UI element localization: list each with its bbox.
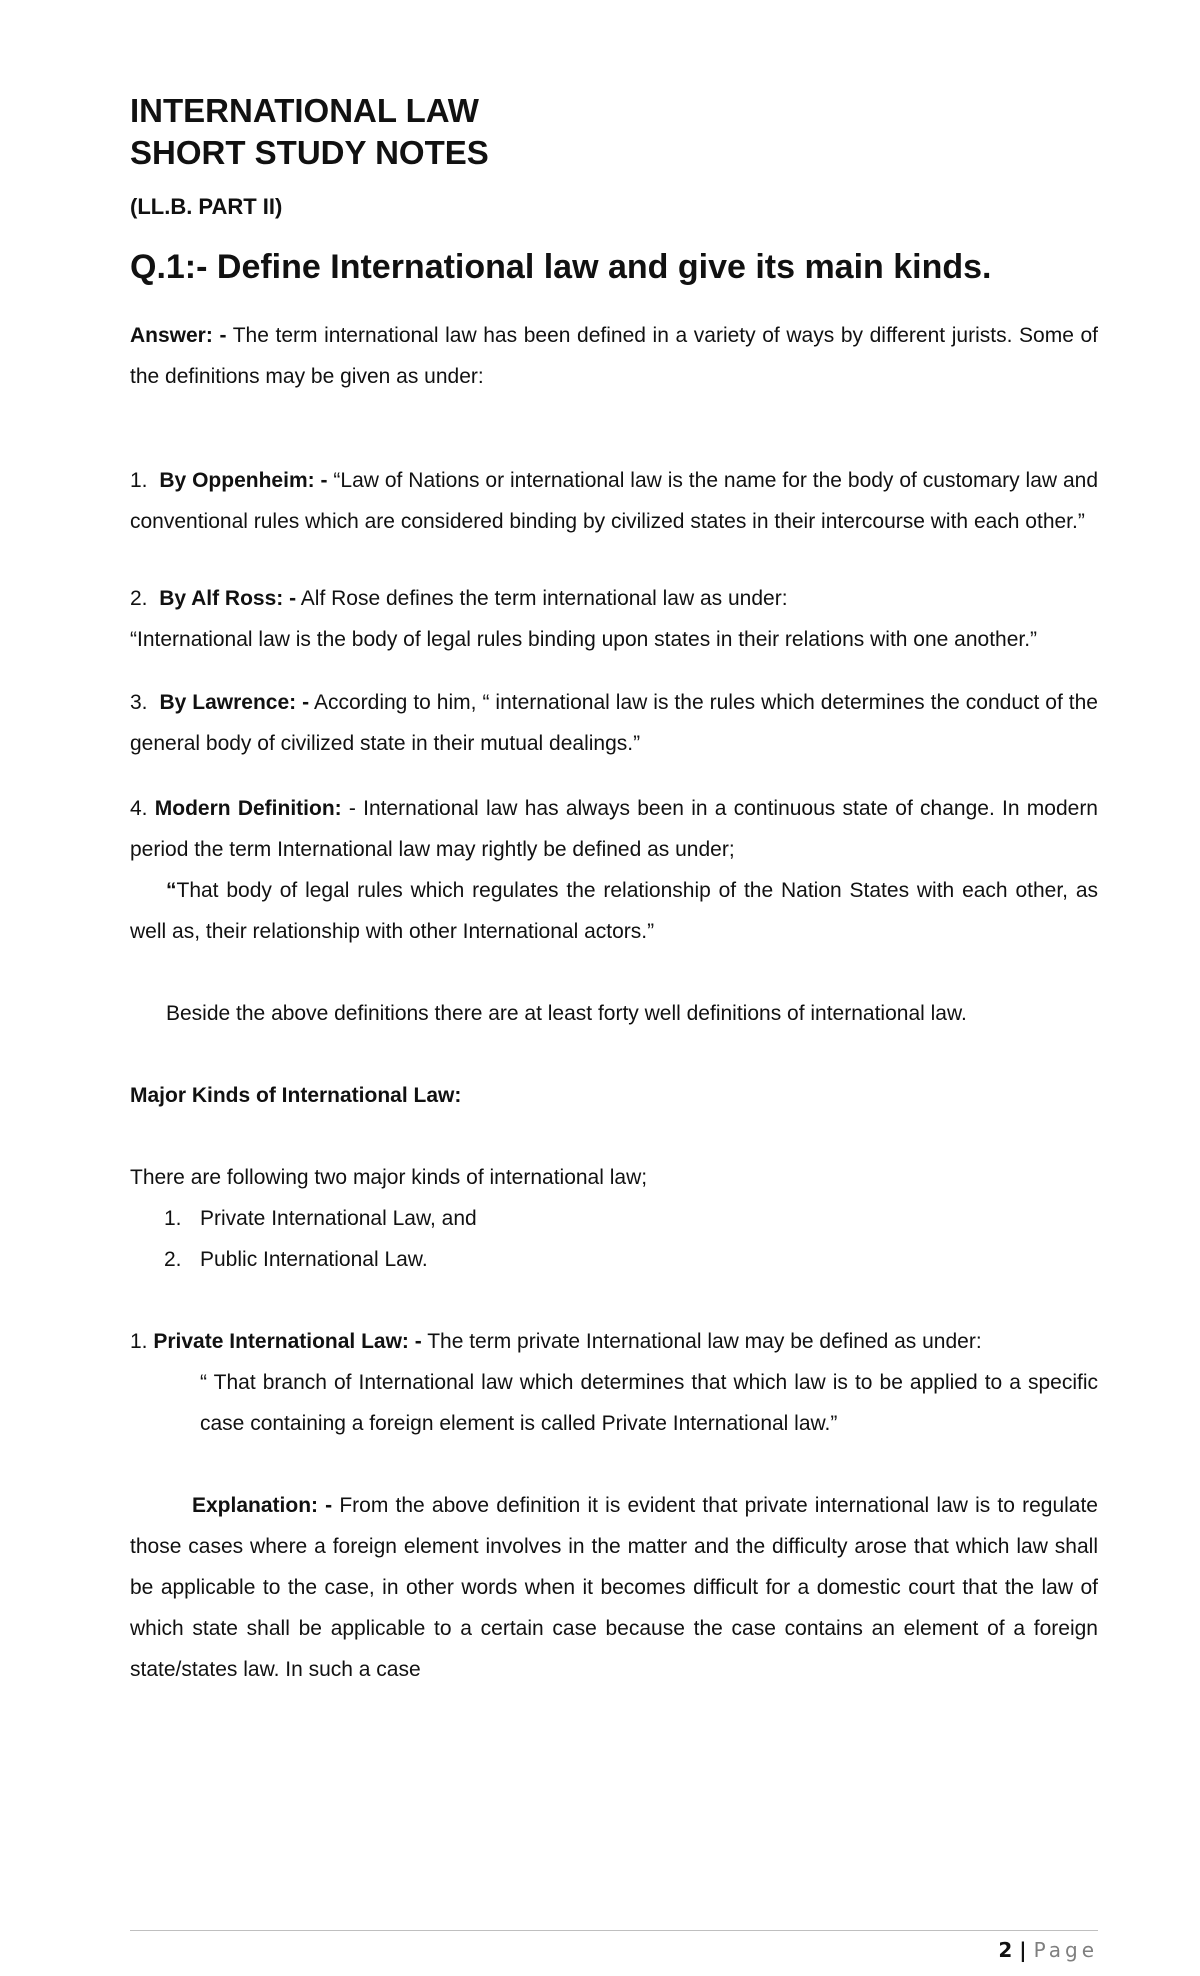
definition-1-label: By Oppenheim: - [159,469,328,492]
kinds-intro: There are following two major kinds of international law; [130,1166,648,1189]
list-item-num: 1. [164,1207,182,1230]
explanation-text: From the above definition it is evident that private international law is to regulate those cases where a foreign element involves in the matter and the difficulty arose that which law shall be applicable to the case, in other words when it becomes difficult for a domestic court that the law of which state shall be applicable to a certain case because the case contains an element of a foreign state/states law. In such a case [130,1494,1098,1681]
kinds-list [130,1198,1098,1280]
page-number: 2 [998,1938,1013,1962]
definition-4-quote-text: That body of legal rules which regulates the relationship of the Nation States with each other, as well as, their relationship with other International actors.” [130,879,1098,943]
definition-4-label: Modern Definition: [154,797,342,820]
question-heading: Q.1:- Define International law and give its main kinds. [130,248,992,286]
document-subtitle: (LL.B. PART II) [130,194,283,219]
definition-3-num: 3. [130,691,148,714]
page-label: Page [1033,1938,1098,1962]
private-law-num: 1. [130,1330,148,1353]
private-law-paragraph [130,1321,1098,1362]
list-item-label: Public International Law. [200,1248,428,1271]
answer-paragraph [130,315,1098,397]
definition-2-text: Alf Rose defines the term international law as under: [296,587,788,610]
definition-4-quote [130,870,1098,952]
definition-2-quote: “International law is the body of legal rules binding upon states in their relations with one another.” [130,628,1038,651]
document-title [130,90,1098,174]
definition-4-quote-mark: “ [166,879,177,902]
document-page [130,90,1098,1690]
explanation-paragraph [130,1485,1098,1690]
private-law-label: Private International Law: - [153,1330,422,1353]
definition-2 [130,578,1098,619]
definition-3-text: According to him, “ international law is the rules which determines the conduct of the general body of civilized state in their mutual dealings.” [130,691,1098,755]
explanation-label: Explanation: - [192,1494,333,1517]
private-law-quote: “ That branch of International law which determines that which law is to be applied to a specific case containing a foreign element is called Private International law.” [200,1371,1098,1435]
list-item-num: 2. [164,1248,182,1271]
definition-1 [130,460,1098,542]
definition-4 [130,788,1098,870]
definition-1-num: 1. [130,469,148,492]
private-law-text: The term private International law may be defined as under: [421,1330,982,1353]
answer-label: Answer: - [130,324,227,347]
kinds-heading: Major Kinds of International Law: [130,1084,462,1107]
answer-text: The term international law has been defined in a variety of ways by different jurists. Some of the definitions may be given as under: [130,324,1098,388]
definition-1-text: “Law of Nations or international law is the name for the body of customary law and conventional rules which are considered binding by civilized states in their intercourse with each other.” [130,469,1098,533]
list-item [164,1198,1098,1239]
page-separator: | [1012,1938,1034,1962]
list-item-label: Private International Law, and [200,1207,477,1230]
footer-divider [130,1930,1098,1931]
definition-3 [130,682,1098,764]
title-line-2: SHORT STUDY NOTES [130,134,489,171]
definition-3-label: By Lawrence: - [159,691,310,714]
definition-4-num: 4. [130,797,148,820]
definition-2-label: By Alf Ross: - [159,587,297,610]
beside-paragraph: Beside the above definitions there are at least forty well definitions of international law. [166,1002,967,1025]
list-item [164,1239,1098,1280]
title-line-1: INTERNATIONAL LAW [130,92,479,129]
definition-4-text: - International law has always been in a continuous state of change. In modern period the term International law may rightly be defined as under; [130,797,1098,861]
definition-2-num: 2. [130,587,148,610]
page-footer [998,1938,1098,1962]
